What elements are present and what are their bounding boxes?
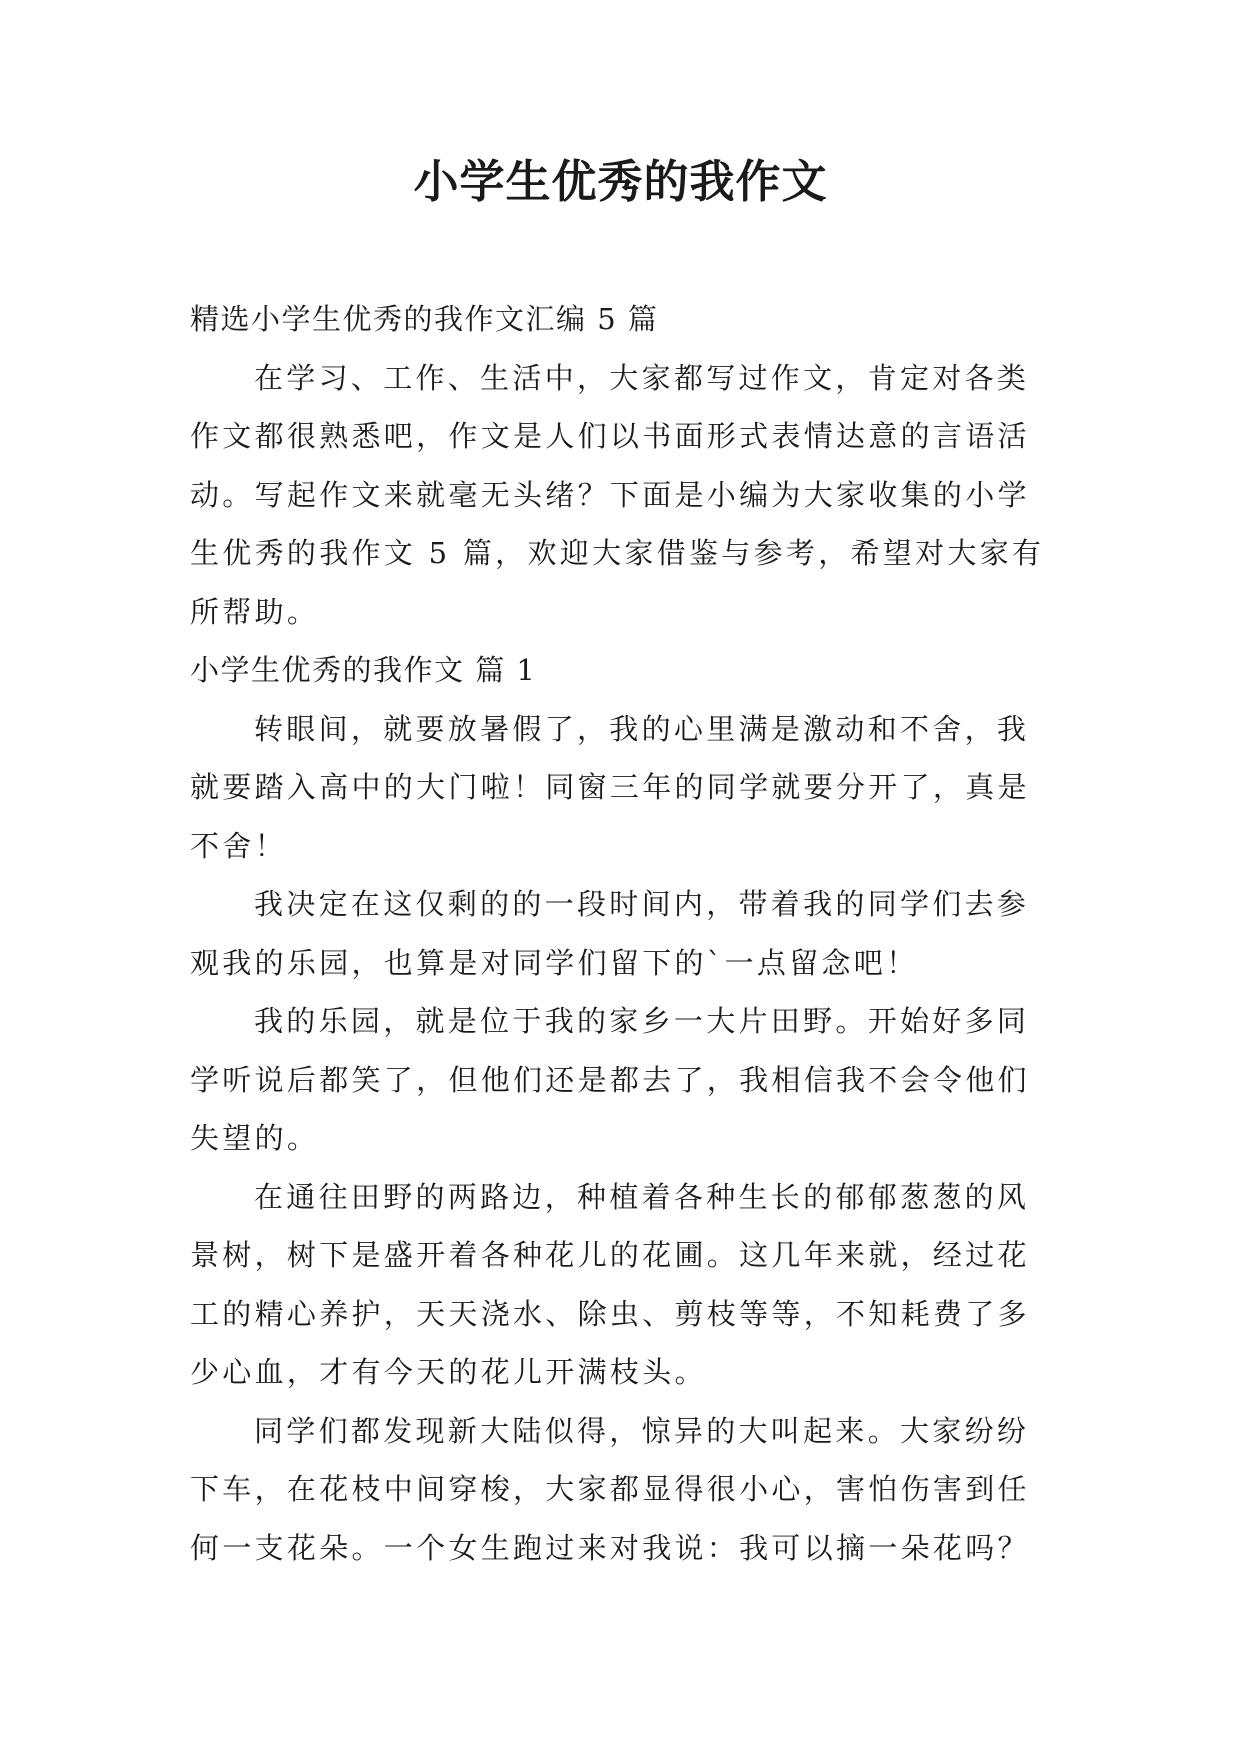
text-line: 少心血，才有今天的花儿开满枝头。 (190, 1355, 707, 1389)
text-line: 同学们都发现新大陆似得，惊异的大叫起来。大家纷纷 (254, 1413, 1030, 1448)
text-line: 作文都很熟悉吧，作文是人们以书面形式表情达意的言语活 (190, 419, 1030, 453)
text-line: 观我的乐园，也算是对同学们留下的`一点留念吧！ (190, 945, 919, 980)
document-title: 小学生优秀的我作文 (413, 155, 828, 208)
text-line: 在学习、工作、生活中，大家都写过作文，肯定对各类 (254, 360, 1030, 395)
body-paragraph (190, 992, 1070, 1168)
text-line: 下车，在花枝中间穿梭，大家都显得很小心，害怕伤害到任 (190, 1472, 1030, 1506)
text-line: 何一支花朵。一个女生跑过来对我说：我可以摘一朵花吗？ (190, 1530, 1030, 1565)
text-line: 我的乐园，就是位于我的家乡一大片田野。开始好多同 (254, 1004, 1030, 1038)
body-paragraph (190, 875, 1070, 992)
text-line: 失望的。 (190, 1121, 320, 1155)
text-line: 所帮助。 (190, 594, 320, 629)
body-paragraph (190, 700, 1070, 876)
body-paragraph (190, 1402, 1070, 1578)
text-line: 在通往田野的两路边，种植着各种生长的郁郁葱葱的风 (254, 1179, 1030, 1214)
text-line: 不舍！ (190, 828, 287, 863)
text-line: 学听说后都笑了，但他们还是都去了，我相信我不会令他们 (190, 1062, 1030, 1097)
text-line: 转眼间，就要放暑假了，我的心里满是激动和不舍，我 (254, 711, 1030, 746)
document-subtitle: 精选小学生优秀的我作文汇编 5 篇 (190, 302, 659, 336)
text-line: 景树，树下是盛开着各种花儿的花圃。这几年来就，经过花 (190, 1238, 1030, 1272)
document-body (190, 290, 1070, 1577)
intro-paragraph (190, 349, 1070, 642)
text-line: 我决定在这仅剩的的一段时间内，带着我的同学们去参 (254, 887, 1030, 921)
text-line: 工的精心养护，天天浇水、除虫、剪枝等等，不知耗费了多 (190, 1296, 1030, 1331)
body-paragraph (190, 1168, 1070, 1402)
text-line: 生优秀的我作文 5 篇，欢迎大家借鉴与参考，希望对大家有 (190, 536, 1045, 570)
section-heading: 小学生优秀的我作文 篇 1 (190, 653, 537, 687)
text-line: 就要踏入高中的大门啦！同窗三年的同学就要分开了，真是 (190, 770, 1030, 804)
text-line: 动。写起作文来就毫无头绪？下面是小编为大家收集的小学 (190, 477, 1030, 512)
